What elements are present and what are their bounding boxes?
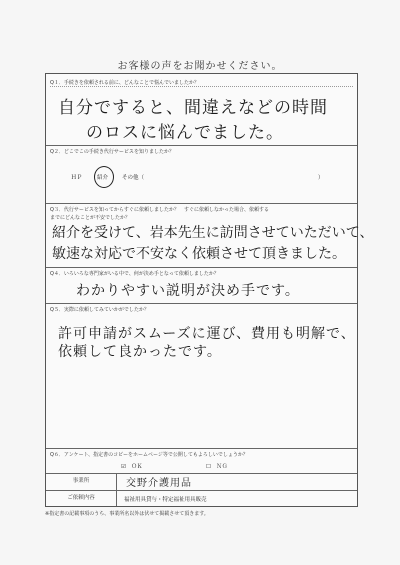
q5-answer-line1: 許可申請がスムーズに運び、費用も明解で、 xyxy=(58,326,356,342)
request-row xyxy=(46,490,357,507)
q2-options xyxy=(46,161,357,199)
survey-form xyxy=(45,73,374,507)
q6-section xyxy=(46,448,357,474)
q3-label-a: Q３．代行サービスを知ってからすぐに依頼しましたか？ すぐに依頼しなかった場合、依頼する xyxy=(50,207,269,213)
q4-section xyxy=(46,267,357,304)
q5-section xyxy=(46,303,357,449)
option-other-close: ） xyxy=(318,175,324,181)
request-label: ご依頼内容 xyxy=(46,490,117,506)
q3-answer-line1: 紹介を受けて、岩本先生に訪問させていただいて、 xyxy=(52,225,374,241)
office-value: 交野介護用品 xyxy=(126,478,192,489)
divider xyxy=(50,86,353,87)
q4-label: Q４．いろいろな専門家がいる中で、何が決め手となって依頼しましたか？ xyxy=(50,271,219,277)
office-row xyxy=(46,473,357,491)
page-title: お客様の声をお聞かせください。 xyxy=(117,61,283,72)
footnote: ※指定書の記載事項のうち、事業所名以外は伏せて掲載させて頂きます。 xyxy=(45,511,209,517)
q4-answer-line1: わかりやすい説明が決め手です。 xyxy=(76,283,300,299)
option-other: その他（ xyxy=(122,175,145,181)
q5-label: Q５．実際に依頼してみていかがでしたか？ xyxy=(50,307,149,313)
q3-section xyxy=(46,203,374,268)
q6-ng-option: ☐ ＮＧ xyxy=(206,464,228,470)
q1-answer-line2: のロスに悩んでました。 xyxy=(86,123,284,143)
request-value: 福祉用具貸与・特定福祉用具販売 xyxy=(124,497,207,503)
q1-section xyxy=(46,74,357,146)
q1-answer-line1: 自分ですると、間違えなどの時間 xyxy=(58,98,328,118)
option-hp: ＨＰ xyxy=(71,175,83,181)
q3-label-b: までにどんなことが不安でしたか？ xyxy=(50,215,131,221)
q6-label: Q６．アンケート、指定書のコピーをホームページ等で公開してもよろしいでしょうか？ xyxy=(50,452,248,458)
q3-answer-line2: 敏速な対応で不安なく依頼させて頂きました。 xyxy=(52,246,346,262)
q1-label: Q１．手続きを依頼される前に、どんなことで悩んでいましたか？ xyxy=(50,80,199,86)
q2-label: Q２．どこでこの手続き代行サービスを知りましたか？ xyxy=(50,149,174,155)
office-label: 事業所 xyxy=(46,473,117,490)
q6-ok-option: ☑ ＯＫ xyxy=(121,464,143,470)
q5-answer-line2: 依頼して良かったです。 xyxy=(58,344,222,360)
option-intro: 紹介 xyxy=(97,175,109,181)
q2-section xyxy=(46,145,357,204)
